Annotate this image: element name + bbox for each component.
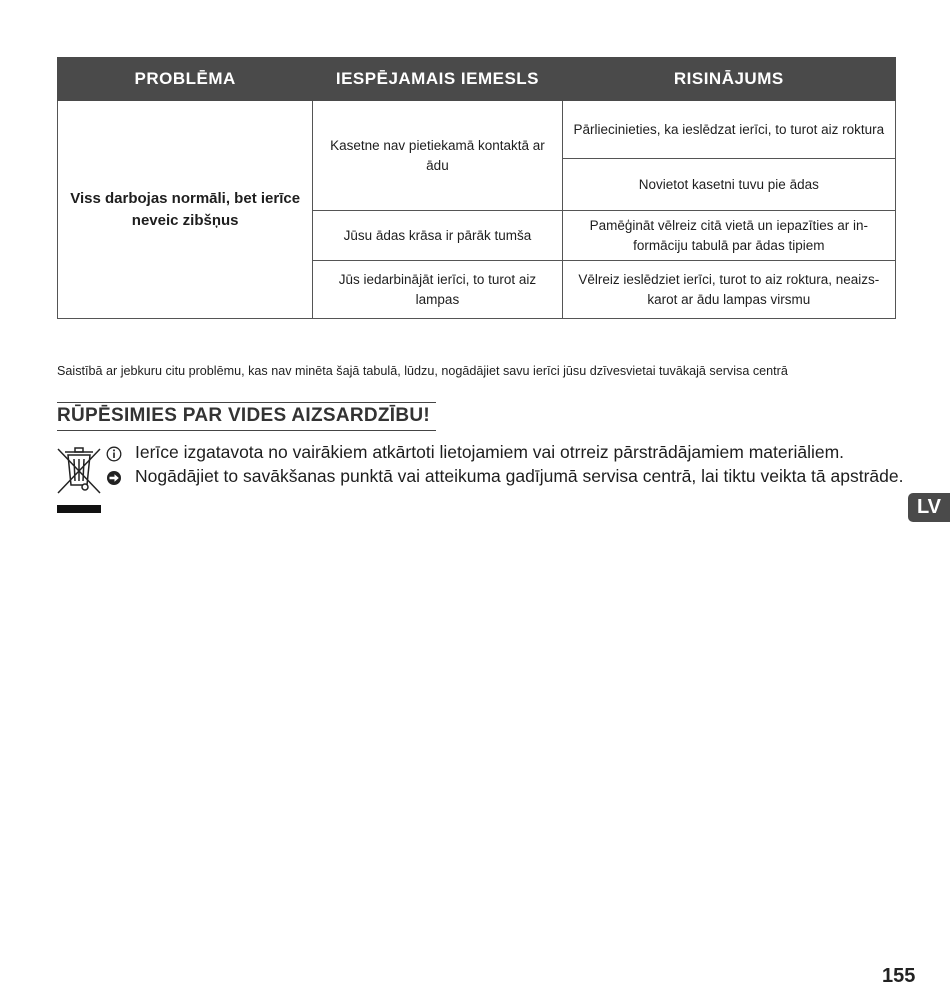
table-header-row bbox=[58, 58, 896, 101]
troubleshooting-table bbox=[57, 57, 896, 319]
header-solution: RISINĀJUMS bbox=[562, 58, 895, 101]
crossed-out-bin-icon bbox=[56, 445, 102, 515]
service-note: Saistībā ar jebkuru citu problēmu, kas nav minēta šajā tabulā, lūdzu, nogādājiet savu ierīci jūsu dzīvesvietai tuvākajā servisa centrā bbox=[57, 364, 788, 378]
cause-cell: Jūsu ādas krāsa ir pārāk tumša bbox=[313, 211, 562, 261]
solution-cell: Novietot kasetni tuvu pie ādas bbox=[562, 159, 895, 211]
cause-cell: Kasetne nav pietiekamā kontaktā ar ādu bbox=[313, 101, 562, 211]
arrow-circle-icon bbox=[106, 470, 122, 486]
language-tab: LV bbox=[908, 493, 950, 522]
page-number: 155 bbox=[882, 965, 916, 987]
problem-cell: Viss darbojas normāli, bet ierīce neveic zibšņus bbox=[58, 101, 313, 319]
cause-cell: Jūs iedarbinājāt ierīci, to turot aiz lampas bbox=[313, 261, 562, 319]
disposal-line: Nogādājiet to savākšanas punktā vai atteikuma gadījumā servisa centrā, lai tiktu veikta tā apstrāde. bbox=[135, 465, 904, 486]
environment-heading: RŪPĒSIMIES PAR VIDES AIZSARDZĪBU! bbox=[57, 402, 436, 431]
recycling-line: Ierīce izgatavota no vairākiem atkārtoti lietojamiem vai otrreiz pārstrādājamiem materiāliem. bbox=[135, 442, 845, 462]
solution-cell: Pamēģināt vēlreiz citā vietā un iepazīties ar in-formāciju tabulā par ādas tipiem bbox=[562, 211, 895, 261]
header-problem: PROBLĒMA bbox=[58, 58, 313, 101]
header-cause: IESPĒJAMAIS IEMESLS bbox=[313, 58, 562, 101]
solution-cell: Pārliecinieties, ka ieslēdzat ierīci, to turot aiz roktura bbox=[562, 101, 895, 159]
environment-text bbox=[135, 441, 915, 488]
info-icon bbox=[106, 446, 122, 462]
solution-cell: Vēlreiz ieslēdziet ierīci, turot to aiz roktura, neaizs-karot ar ādu lampas virsmu bbox=[562, 261, 895, 319]
table-row bbox=[58, 101, 896, 159]
